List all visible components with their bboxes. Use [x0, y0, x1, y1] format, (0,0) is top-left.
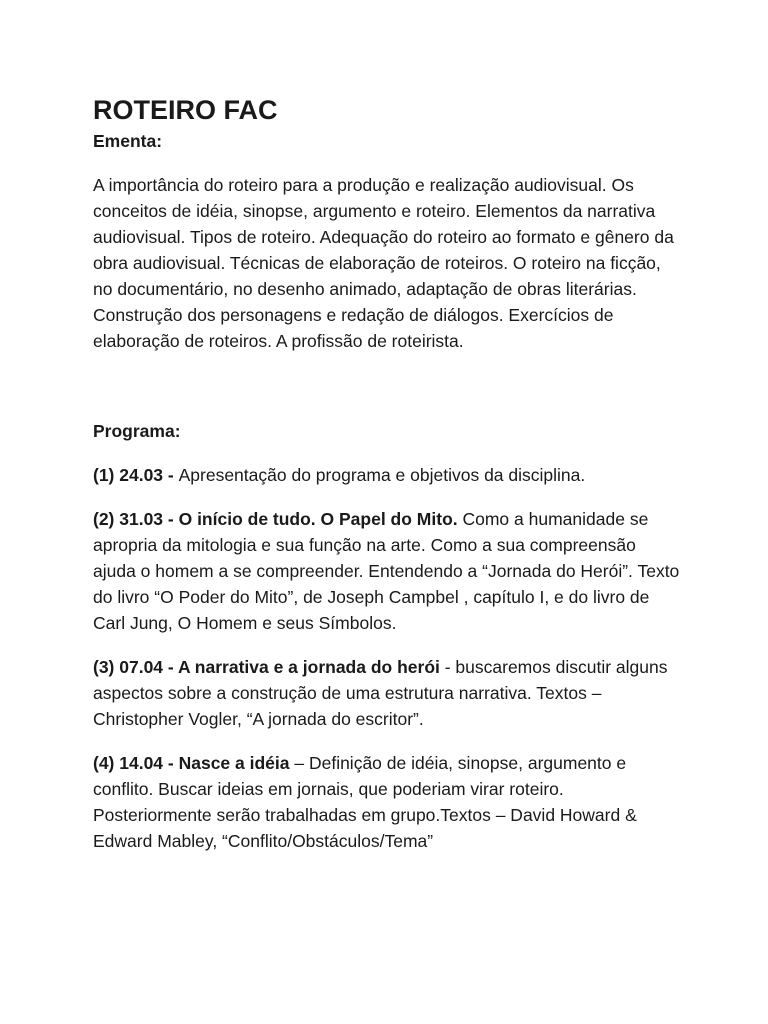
ementa-paragraph: A importância do roteiro para a produção e realização audiovisual. Os conceitos de idéia, sinopse, argumento e roteiro. Elementos da narrativa audiovisual. Tipos de roteiro. Adequação do roteiro ao formato e gênero da obra audiovisual. Técnicas de elaboração de roteiros. O roteiro na ficção, no documentário, no desenho animado, adaptação de obras literárias. Construção dos personagens e redação de diálogos. Exercícios de elaboração de roteiros. A profissão de roteirista.: [93, 175, 674, 351]
program-item: [93, 506, 683, 636]
program-item-text: Como a humanidade se apropria da mitologia e sua função na arte. Como a sua compreensão ajuda o homem a se compreender. Entendendo a “Jornada do Herói”. Texto do livro “O Poder do Mito”, de Joseph Campbel , capítulo I, e do livro de Carl Jung, O Homem e seus Símbolos.: [93, 509, 680, 633]
document-content: [93, 92, 683, 854]
program-item-heading: (4) 14.04 - Nasce a idéia: [93, 753, 290, 773]
program-item-heading: (1) 24.03 -: [93, 465, 179, 485]
program-item-text: Apresentação do programa e objetivos da disciplina.: [178, 465, 586, 485]
program-item: [93, 750, 683, 854]
program-item: [93, 462, 683, 488]
program-item-text: – Definição de idéia, sinopse, argumento e conflito. Buscar ideias em jornais, que poderiam virar roteiro. Posteriormente serão trabalhadas em grupo.Textos – David Howard & Edward Mabley, “Conflito/Obstáculos/Tema”: [93, 753, 637, 851]
program-item-heading: (3) 07.04 - A narrativa e a jornada do herói: [93, 657, 440, 677]
program-item: [93, 654, 683, 732]
program-item-text: - buscaremos discutir alguns aspectos sobre a construção de uma estrutura narrativa. Textos – Christopher Vogler, “A jornada do escritor”.: [93, 657, 668, 729]
ementa-heading: Ementa:: [93, 131, 163, 151]
program-item-heading: (2) 31.03 - O início de tudo. O Papel do Mito.: [93, 509, 458, 529]
programa-heading: Programa:: [93, 421, 181, 441]
document-title: ROTEIRO FAC: [93, 95, 278, 125]
